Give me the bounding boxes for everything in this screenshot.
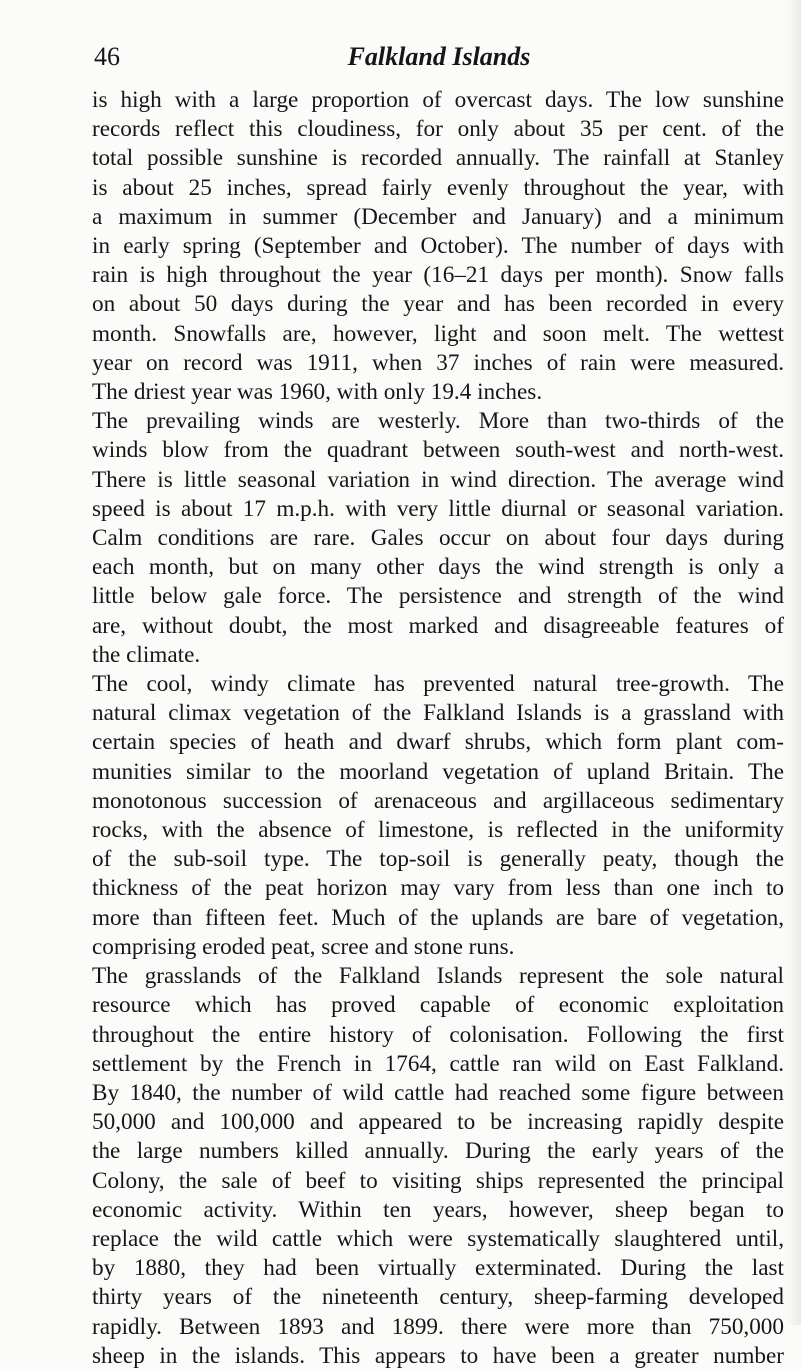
- text-line: thirty years of the nineteenth century, sheep-farming developed: [92, 1284, 784, 1311]
- paragraph-winds: [92, 407, 784, 670]
- text-line: the large numbers killed annually. During the early years of the: [92, 1138, 784, 1165]
- text-line: thickness of the peat horizon may vary from less than one inch to: [92, 875, 784, 902]
- text-line: natural climax vegetation of the Falkland Islands is a grassland with: [92, 700, 784, 727]
- text-line: settlement by the French in 1764, cattle ran wild on East Falkland.: [92, 1050, 784, 1077]
- page-edge-shadow: [787, 0, 801, 1325]
- running-title: Falkland Islands: [347, 42, 531, 71]
- text-line: Colony, the sale of beef to visiting ships represented the principal: [92, 1167, 784, 1194]
- text-line: The cool, windy climate has prevented natural tree-growth. The: [92, 671, 784, 698]
- page-number: 46: [94, 42, 120, 71]
- text-line: economic activity. Within ten years, however, sheep began to: [92, 1196, 784, 1223]
- text-line: a maximum in summer (December and January) and a minimum: [92, 203, 784, 230]
- text-line: The driest year was 1960, with only 19.4 inches.: [92, 379, 543, 406]
- text-line: 50,000 and 100,000 and appeared to be increasing rapidly despite: [92, 1109, 784, 1136]
- text-line: There is little seasonal variation in wind direction. The average wind: [92, 466, 784, 493]
- text-line: is about 25 inches, spread fairly evenly throughout the year, with: [92, 174, 784, 201]
- running-header: [94, 40, 784, 74]
- text-line: rapidly. Between 1893 and 1899. there were more than 750,000: [92, 1313, 784, 1340]
- text-line: in early spring (September and October). The number of days with: [92, 233, 784, 260]
- text-line: certain species of heath and dwarf shrubs, which form plant com-: [92, 729, 784, 756]
- text-line: throughout the entire history of colonisation. Following the first: [92, 1021, 784, 1048]
- text-line: are, without doubt, the most marked and disagreeable features of: [92, 612, 784, 639]
- text-line: sheep in the islands. This appears to have been a greater number: [92, 1342, 784, 1369]
- text-line: little below gale force. The persistence and strength of the wind: [92, 583, 784, 610]
- text-line: of the sub-soil type. The top-soil is generally peaty, though the: [92, 846, 784, 873]
- paragraph-vegetation: [92, 670, 784, 962]
- text-line: resource which has proved capable of economic exploitation: [92, 992, 784, 1019]
- body-text: [92, 86, 784, 1371]
- paragraph-grasslands-history: [92, 962, 784, 1371]
- text-line: comprising eroded peat, scree and stone runs.: [92, 933, 515, 960]
- text-line: munities similar to the moorland vegetation of upland Britain. The: [92, 758, 784, 785]
- text-line: is high with a large proportion of overcast days. The low sunshine: [92, 87, 784, 113]
- text-line: winds blow from the quadrant between south-west and north-west.: [92, 437, 784, 464]
- text-line: rocks, with the absence of limestone, is reflected in the uniformity: [92, 817, 784, 844]
- text-line: more than fifteen feet. Much of the uplands are bare of vegetation,: [92, 904, 784, 931]
- text-line: monotonous succession of arenaceous and argillaceous sedimentary: [92, 787, 784, 814]
- text-line: records reflect this cloudiness, for only about 35 per cent. of the: [92, 116, 784, 143]
- text-line: The grasslands of the Falkland Islands represent the sole natural: [92, 963, 784, 990]
- text-line: rain is high throughout the year (16–21 days per month). Snow falls: [92, 262, 784, 289]
- text-line: by 1880, they had been virtually exterminated. During the last: [92, 1255, 784, 1282]
- text-line: year on record was 1911, when 37 inches of rain were measured.: [92, 349, 784, 376]
- text-line: total possible sunshine is recorded annually. The rainfall at Stanley: [92, 145, 784, 172]
- text-line: By 1840, the number of wild cattle had reached some figure between: [92, 1079, 784, 1106]
- text-line: the climate.: [92, 641, 201, 668]
- text-line: The prevailing winds are westerly. More than two-thirds of the: [92, 408, 784, 435]
- text-line: each month, but on many other days the wind strength is only a: [92, 554, 784, 581]
- text-line: Calm conditions are rare. Gales occur on about four days during: [92, 525, 784, 552]
- text-line: month. Snowfalls are, however, light and soon melt. The wettest: [92, 320, 784, 347]
- text-line: speed is about 17 m.p.h. with very little diurnal or seasonal variation.: [92, 495, 784, 522]
- paragraph-climate-rainfall: [92, 86, 784, 407]
- text-line: on about 50 days during the year and has been recorded in every: [92, 291, 784, 318]
- text-line: replace the wild cattle which were systematically slaughtered until,: [92, 1225, 784, 1252]
